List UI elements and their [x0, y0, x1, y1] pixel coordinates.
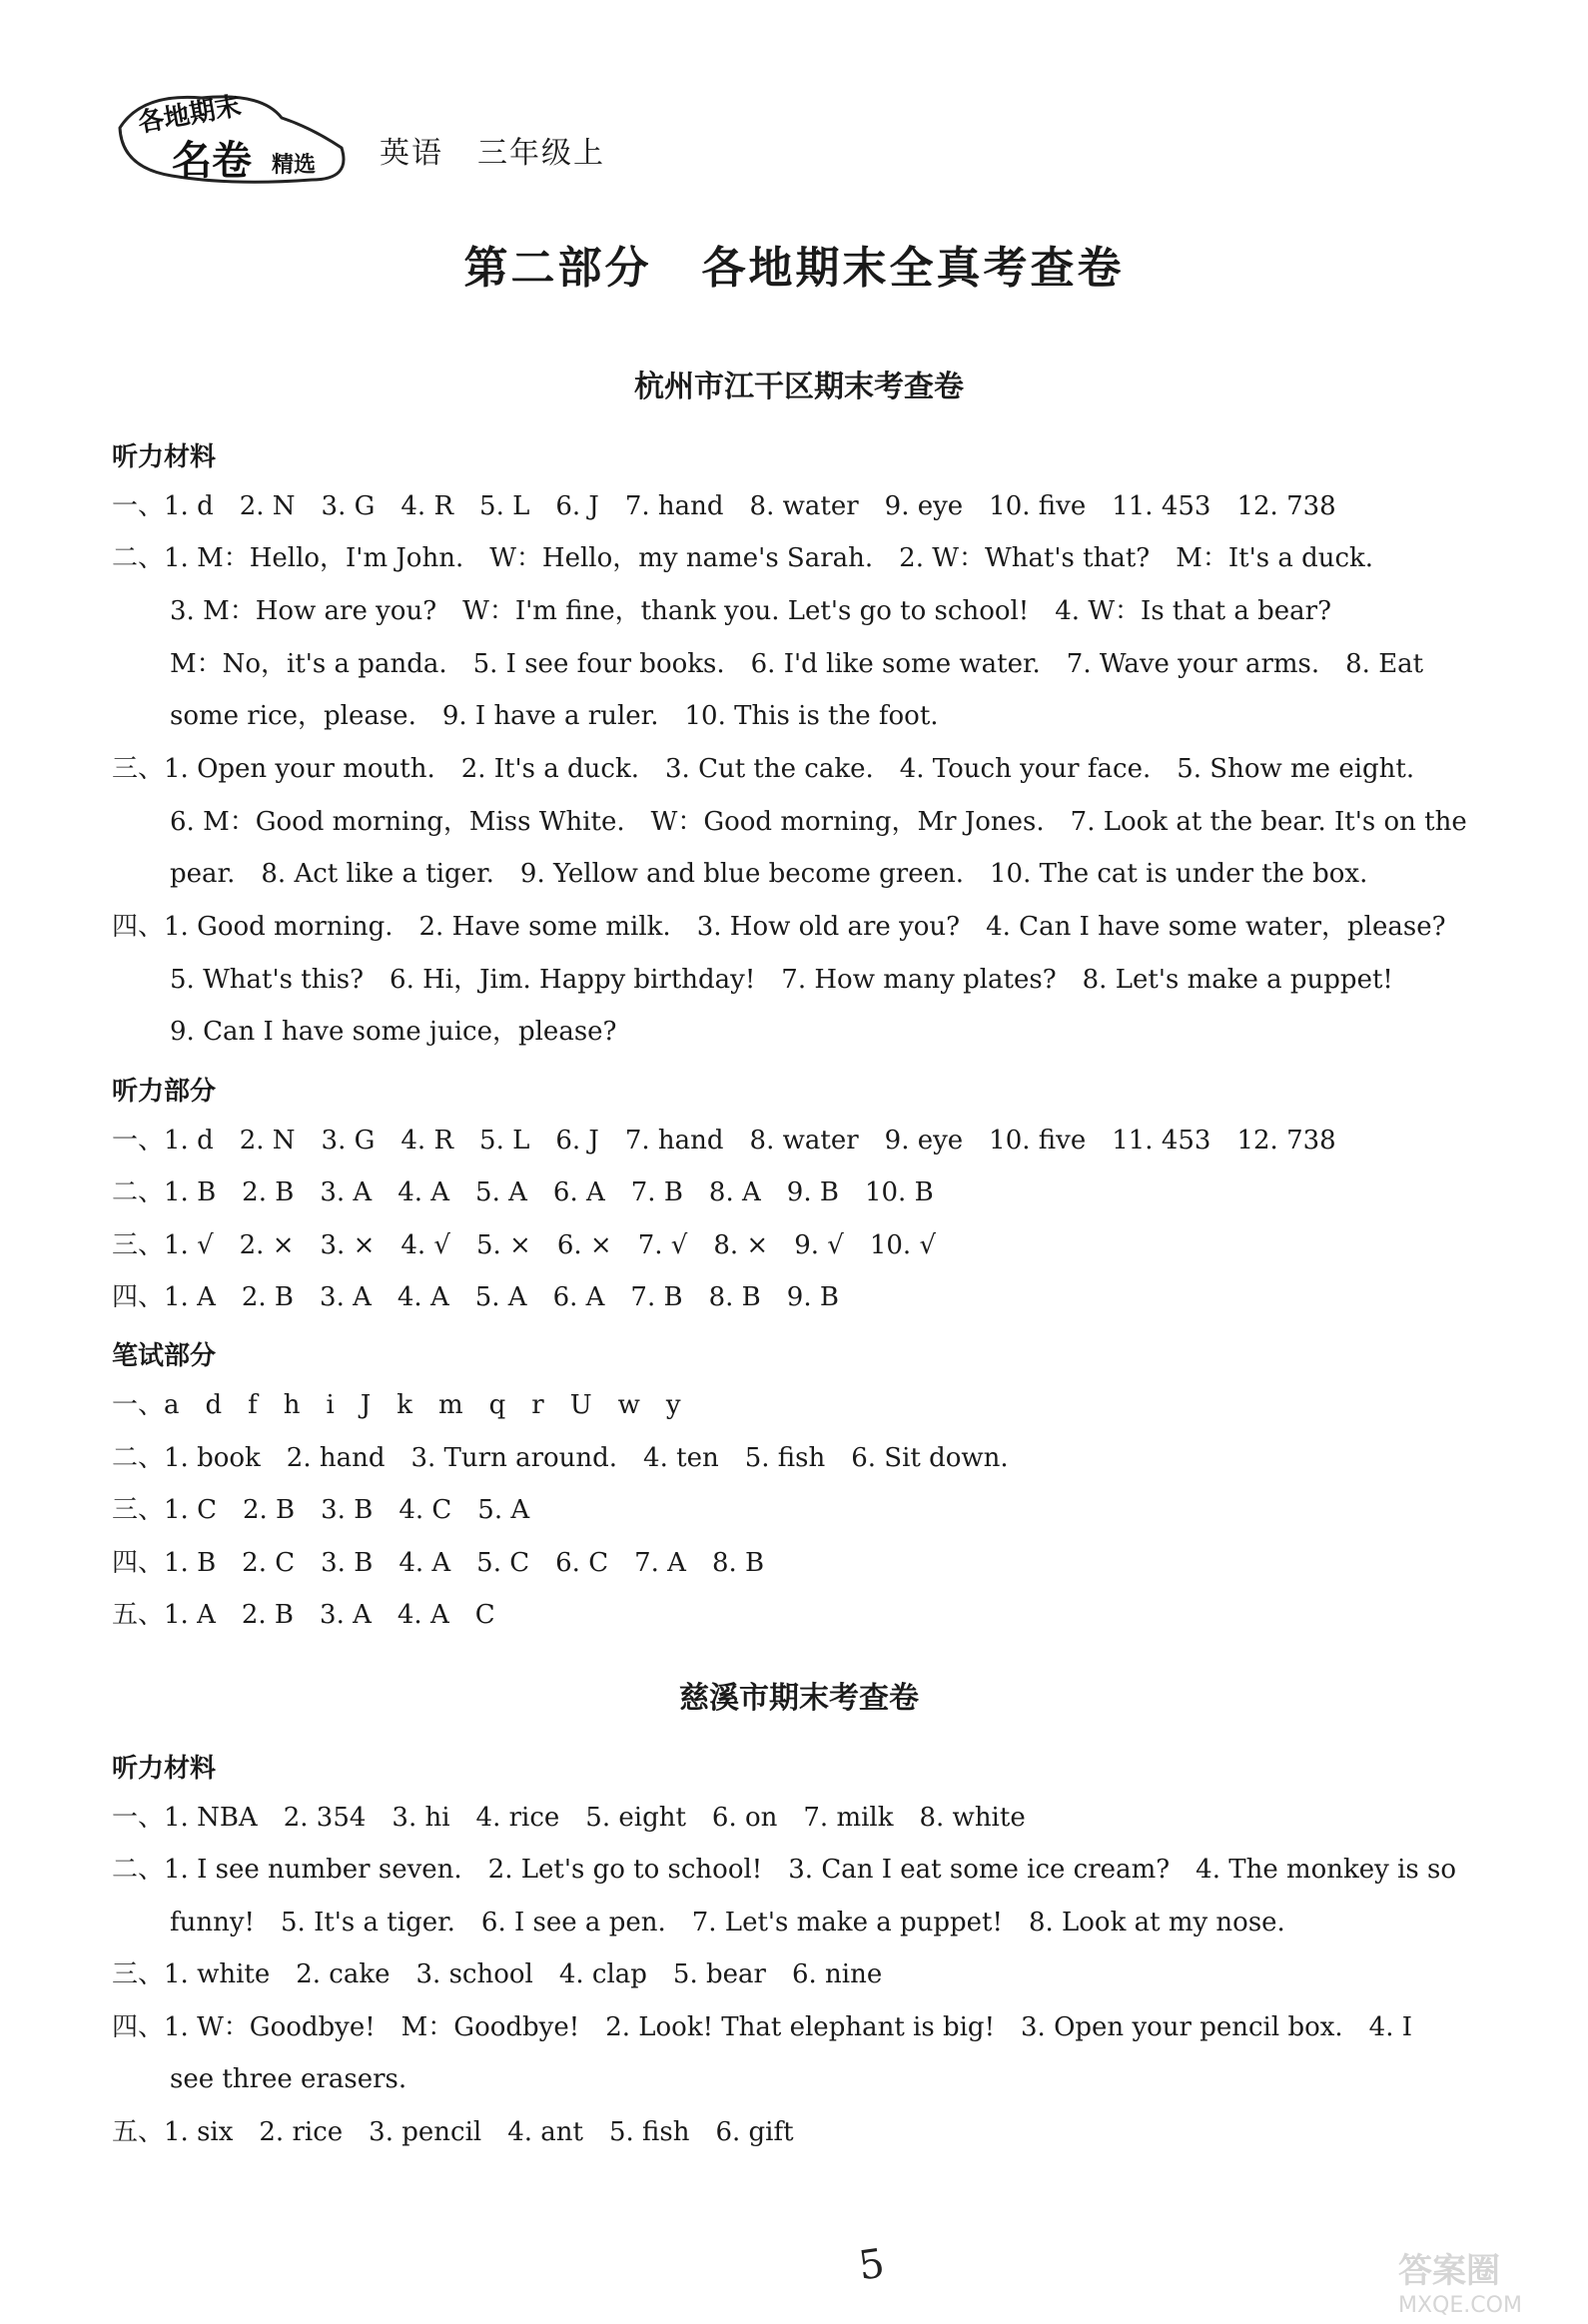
answer-line: 三、1. √ 2. × 3. × 4. √ 5. × 6. × 7. √ 8. × 9. √ 10. √ — [112, 1230, 937, 1260]
series-logo — [112, 88, 362, 188]
exam-title-hangzhou: 杭州市江干区期末考查卷 — [634, 370, 964, 404]
answer-line: 5. What's this? 6. Hi，Jim. Happy birthday! 7. How many plates? 8. Let's make a puppet! — [170, 965, 1393, 995]
part-title — [0, 232, 1588, 296]
page-number: 5 — [855, 2240, 888, 2290]
svg-text:各地期末: 各地期末 — [136, 91, 244, 139]
svg-text:MXQE.COM: MXQE.COM — [1398, 2293, 1522, 2318]
answer-line: 三、1. Open your mouth. 2. It's a duck. 3. Cut the cake. 4. Touch your face. 5. Show me eight. — [112, 754, 1415, 784]
svg-text:答案圈: 答案圈 — [1398, 2251, 1500, 2291]
answer-line: 一、a d f h i J k m q r U w y — [112, 1390, 681, 1420]
answer-line: 四、1. B 2. C 3. B 4. A 5. C 6. C 7. A 8. B — [112, 1548, 765, 1578]
subject-label: 英语 — [380, 136, 443, 171]
answer-line: 3. M：How are you? W：I'm fine，thank you. Let's go to school! 4. W：Is that a bear? — [170, 596, 1332, 626]
section-heading-listening-material: 听力材料 — [112, 442, 217, 472]
answer-line: 四、1. A 2. B 3. A 4. A 5. A 6. A 7. B 8. B 9. B — [112, 1282, 839, 1312]
answer-line: 二、1. B 2. B 3. A 4. A 5. A 6. A 7. B 8. A 9. B 10. B — [112, 1177, 934, 1207]
svg-text:精选: 精选 — [272, 153, 317, 178]
answer-line: 一、1. NBA 2. 354 3. hi 4. rice 5. eight 6. on 7. milk 8. white — [112, 1803, 1026, 1833]
answer-line: 五、1. A 2. B 3. A 4. A C — [112, 1600, 495, 1630]
section-heading-listening-material: 听力材料 — [112, 1754, 217, 1784]
header-subject-grade — [380, 128, 639, 172]
watermark-logo — [1388, 2240, 1578, 2320]
answer-line: 一、1. d 2. N 3. G 4. R 5. L 6. J 7. hand 8. water 9. eye 10. five 11. 453 12. 738 — [112, 491, 1336, 521]
answer-line: 三、1. white 2. cake 3. school 4. clap 5. bear 6. nine — [112, 1959, 883, 1989]
answer-line: some rice，please. 9. I have a ruler. 10. This is the foot. — [170, 701, 939, 731]
answer-line: 五、1. six 2. rice 3. pencil 4. ant 5. fish 6. gift — [112, 2117, 794, 2147]
answer-line: 二、1. book 2. hand 3. Turn around. 4. ten 5. fish 6. Sit down. — [112, 1443, 1009, 1473]
answer-line: 一、1. d 2. N 3. G 4. R 5. L 6. J 7. hand 8. water 9. eye 10. five 11. 453 12. 738 — [112, 1126, 1336, 1156]
answer-line: 三、1. C 2. B 3. B 4. C 5. A — [112, 1495, 530, 1525]
answer-line: 6. M：Good morning，Miss White. W：Good morning，Mr Jones. 7. Look at the bear. It's on the — [170, 807, 1467, 837]
svg-text:名卷: 名卷 — [172, 138, 252, 184]
section-heading-listening-part: 听力部分 — [112, 1077, 217, 1107]
grade-label: 三年级上 — [477, 136, 605, 171]
part-number: 第二部分 — [463, 243, 652, 294]
answer-line: M：No，it's a panda. 5. I see four books. 6. I'd like some water. 7. Wave your arms. 8. Eat — [170, 649, 1424, 679]
section-heading-written-part: 笔试部分 — [112, 1341, 217, 1371]
answer-line: 二、1. M：Hello，I'm John. W：Hello，my name's Sarah. 2. W：What's that? M：It's a duck. — [112, 543, 1374, 573]
answer-line: pear. 8. Act like a tiger. 9. Yellow and blue become green. 10. The cat is under the box. — [170, 859, 1368, 889]
answer-line: see three erasers. — [170, 2064, 407, 2094]
answer-line: 四、1. W：Goodbye! M：Goodbye! 2. Look! That elephant is big! 3. Open your pencil box. 4. I — [112, 2012, 1413, 2042]
part-name: 各地期末全真考查卷 — [701, 243, 1125, 294]
answer-line: 四、1. Good morning. 2. Have some milk. 3. How old are you? 4. Can I have some water，please? — [112, 912, 1446, 942]
exam-title-cixi: 慈溪市期末考查卷 — [679, 1681, 919, 1716]
answer-line: 二、1. I see number seven. 2. Let's go to school! 3. Can I eat some ice cream? 4. The monkey is so — [112, 1855, 1457, 1885]
answer-line: funny! 5. It's a tiger. 6. I see a pen. 7. Let's make a puppet! 8. Look at my nose. — [170, 1908, 1285, 1937]
answer-line: 9. Can I have some juice，please? — [170, 1017, 617, 1047]
